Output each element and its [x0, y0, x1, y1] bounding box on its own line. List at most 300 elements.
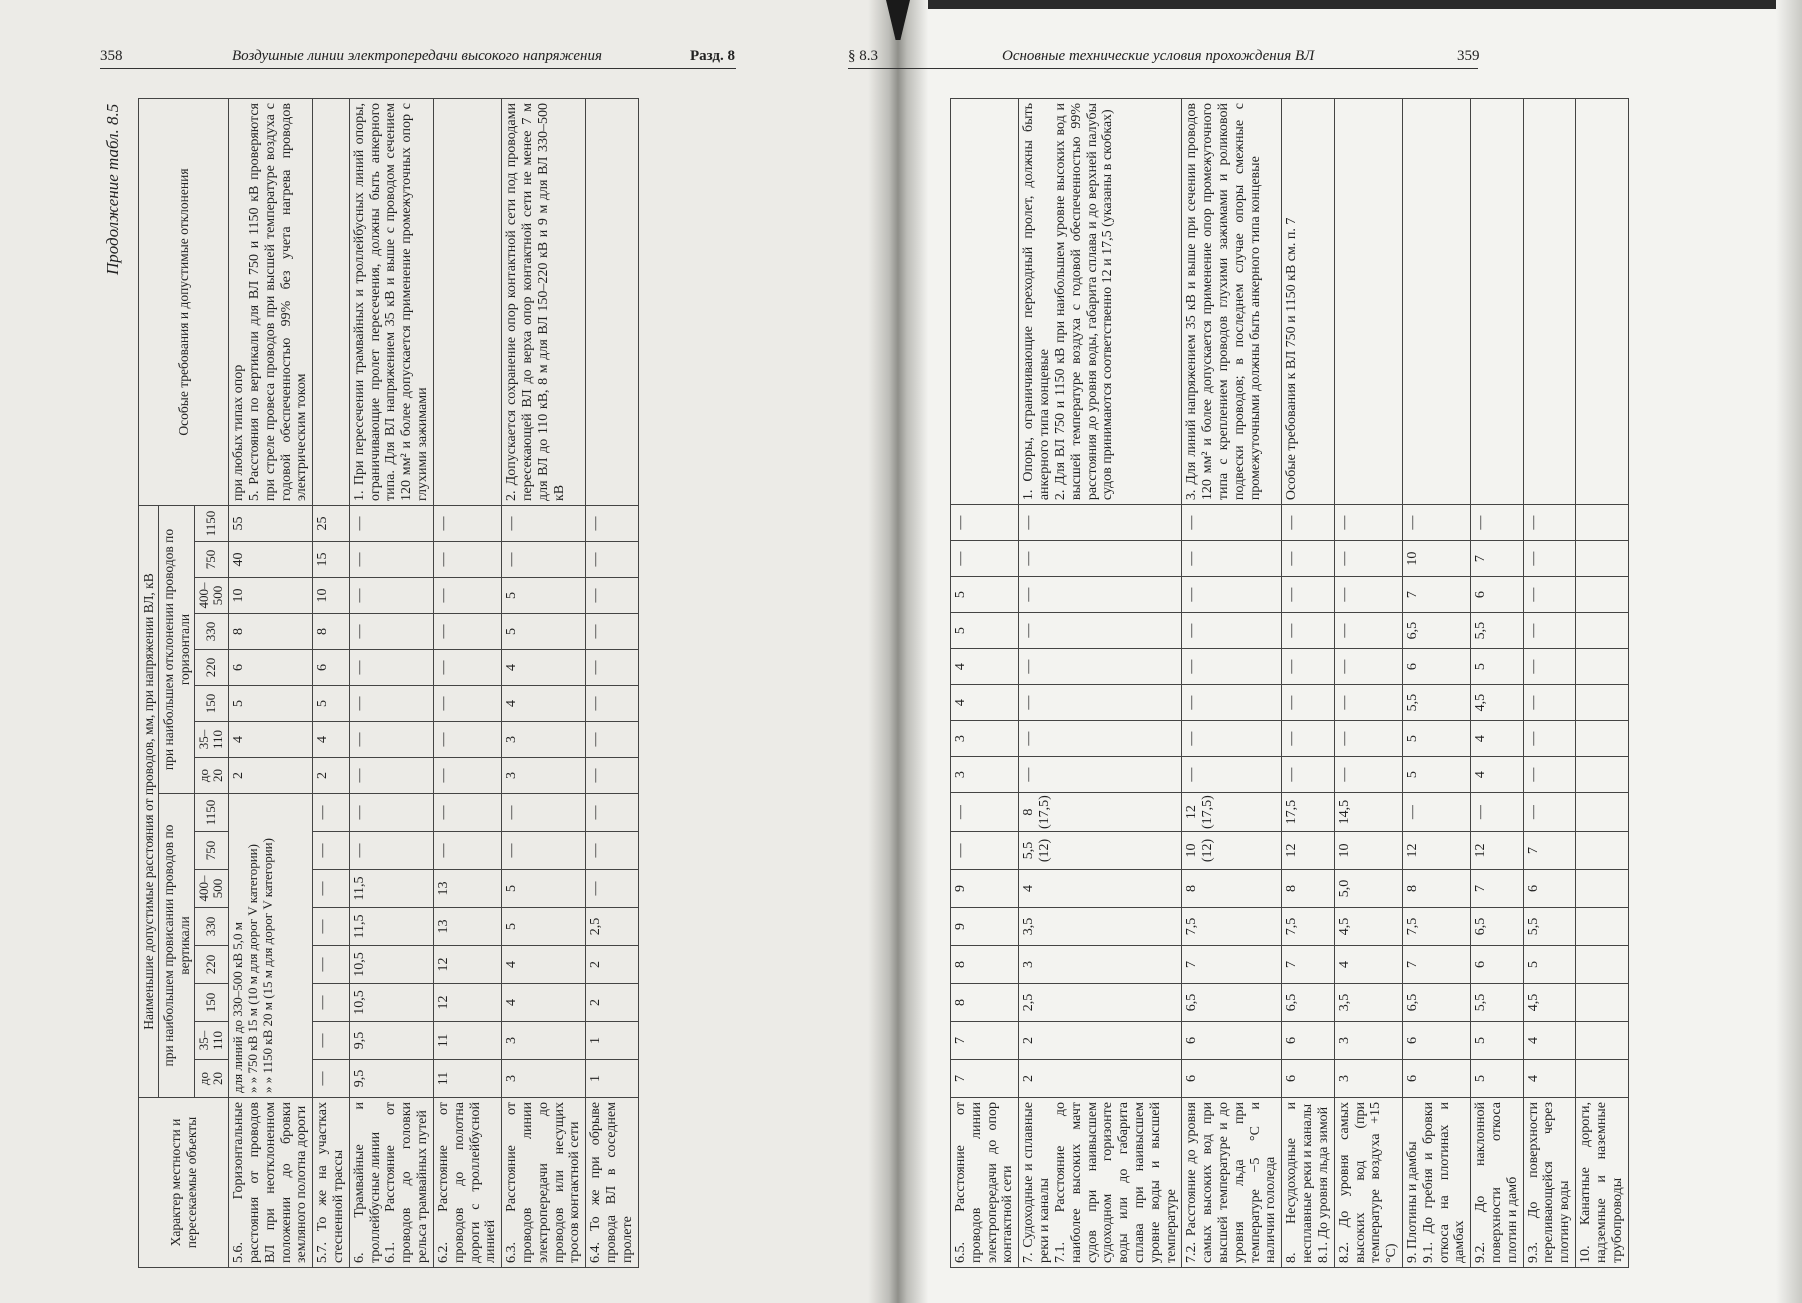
row-vertical-value: 5,5 [1523, 908, 1575, 946]
col-vertical: при наибольшем провисании проводов по вертикали [159, 794, 195, 1098]
row-horizontal-value [1576, 685, 1628, 721]
row-vertical-value: — [313, 1022, 350, 1060]
row-horizontal-value: — [349, 686, 433, 722]
row-horizontal-value: — [1523, 613, 1575, 649]
row-vertical-value: 10,5 [349, 984, 433, 1022]
row-vertical-value [1576, 984, 1628, 1022]
row-vertical-value: — [313, 794, 350, 832]
row-vertical-value: — [313, 908, 350, 946]
row-horizontal-value: 3 [502, 758, 586, 794]
row-vertical-value: 8 [1402, 870, 1470, 908]
row-object: 6.3. Расстояние от проводов линии электропередачи до проводов или несущих тросов контактной сети [502, 1098, 586, 1268]
row-horizontal-value: 5,5 [1402, 685, 1470, 721]
row-vertical-value: 17,5 [1282, 793, 1334, 832]
row-horizontal-value: — [1282, 505, 1334, 541]
left-section: Разд. 8 [690, 48, 736, 64]
row-horizontal-value: — [1523, 577, 1575, 613]
row-horizontal-value: 5 [951, 577, 1019, 613]
row-horizontal-value: — [1182, 505, 1282, 541]
row-horizontal-value: 6 [229, 650, 313, 686]
row-horizontal-value: 6 [313, 650, 350, 686]
voltage-header-horizontal-5: 400–500 [194, 578, 228, 614]
row-horizontal-value [1576, 505, 1628, 541]
row-horizontal-value: 7 [1402, 577, 1470, 613]
row-horizontal-value: — [502, 506, 586, 542]
row-special [1576, 99, 1628, 505]
row-horizontal-value: — [1523, 685, 1575, 721]
left-running-title: Воздушные линии электропередачи высокого напряжения [232, 48, 602, 64]
right-table-row [1471, 99, 1523, 1268]
voltage-header-vertical-1: 35–110 [194, 1022, 228, 1060]
row-special: 1. При пересечении трамвайных и троллейбусных линий опоры, ограничивающие пролет пересечения, должны быть анкерного типа. Для ВЛ напряжением 35 кВ и выше с проводом сечением 120 мм² и более допускается применение промежуточных опор с глухими зажимами [349, 99, 433, 506]
right-table-row [1019, 99, 1182, 1268]
row-horizontal-value: — [1282, 613, 1334, 649]
row-horizontal-value: 10 [313, 578, 350, 614]
row-vertical-value: 6,5 [1471, 908, 1523, 946]
row-horizontal-value: — [1182, 577, 1282, 613]
row-horizontal-value: 4,5 [1471, 685, 1523, 721]
row-vertical-value: — [951, 832, 1019, 870]
row-vertical-value: 2,5 [586, 908, 638, 946]
row-object: 6. Трамвайные и троллейбусные линии 6.1. Расстояние от проводов до головки рельса трамвайных путей [349, 1098, 433, 1268]
row-object: 9.3. До поверхности переливающейся через плотину воды [1523, 1098, 1575, 1268]
row-vertical-value: 1 [586, 1022, 638, 1060]
row-horizontal-value: — [586, 686, 638, 722]
row-horizontal-value: — [433, 650, 501, 686]
row-vertical-value: — [502, 794, 586, 832]
row-horizontal-value: 6 [1471, 577, 1523, 613]
row-horizontal-value: — [1182, 541, 1282, 577]
row-horizontal-value: — [586, 722, 638, 758]
row-vertical-value: 3,5 [1019, 908, 1182, 946]
row-vertical-value: 3,5 [1334, 984, 1402, 1022]
row-vertical-value: 5,0 [1334, 870, 1402, 908]
row-vertical-value: — [349, 794, 433, 832]
row-vertical-value: 6,5 [1182, 984, 1282, 1022]
row-horizontal-value: — [1282, 721, 1334, 757]
left-header-rule [100, 68, 736, 69]
row-special [951, 99, 1019, 505]
row-vertical-value: 10 [1334, 832, 1402, 870]
row-special [586, 99, 638, 506]
row-horizontal-value: 55 [229, 506, 313, 542]
col-special: Особые требования и допустимые отклонения [139, 99, 229, 506]
right-header-rule [848, 68, 1478, 69]
row-horizontal-value: — [1019, 757, 1182, 793]
voltage-header-vertical-4: 330 [194, 908, 228, 946]
row-vertical-value: 8 [1282, 870, 1334, 908]
row-vertical-value: 6 [1282, 1060, 1334, 1098]
row-horizontal-value: — [1334, 505, 1402, 541]
row-vertical-value [1576, 946, 1628, 984]
row-horizontal-value: — [1019, 649, 1182, 685]
row-special: 1. Опоры, ограничивающие переходный пролет, должны быть анкерного типа концевые 2. Для ВЛ 750 и 1150 кВ при наибольшем уровне высоких вод и высшей температуре воздуха с годовой обеспеченностью 99% расстояния до уровня воды, габарита сплава и до верхней палубы судов принимаются соответственно 12 и 17,5 (указаны в скобках) [1019, 99, 1182, 505]
page-edge [1776, 0, 1802, 1303]
voltage-header-horizontal-3: 220 [194, 650, 228, 686]
voltage-header-horizontal-4: 330 [194, 614, 228, 650]
row-horizontal-value: — [1182, 685, 1282, 721]
row-horizontal-value: — [433, 758, 501, 794]
row-horizontal-value: — [1334, 721, 1402, 757]
row-horizontal-value: — [1182, 721, 1282, 757]
row-vertical-value: — [313, 870, 350, 908]
row-horizontal-value: 5 [1402, 721, 1470, 757]
row-special [1523, 99, 1575, 505]
row-vertical-value: 3 [1334, 1060, 1402, 1098]
row-horizontal-value: — [1019, 685, 1182, 721]
row-vertical-value: 7 [1402, 946, 1470, 984]
row-vertical-value: 3 [502, 1060, 586, 1098]
row-object: 10. Канатные дороги, надземные и наземные трубопроводы [1576, 1098, 1628, 1268]
right-table-row [1576, 99, 1628, 1268]
row-object: 8. Несудоходные и несплавные реки и каналы 8.1. До уровня льда зимой [1282, 1098, 1334, 1268]
row-horizontal-value: — [502, 542, 586, 578]
row-horizontal-value: — [586, 650, 638, 686]
row-object: 6.2. Расстояние от проводов до полотна дороги с троллейбусной линией [433, 1098, 501, 1268]
row-vertical-value: 8 [951, 984, 1019, 1022]
book-gutter [868, 0, 928, 1303]
right-rotated-table [950, 98, 1625, 1268]
right-section: § 8.3 [848, 48, 878, 64]
row-horizontal-value: — [433, 506, 501, 542]
voltage-header-horizontal-2: 150 [194, 686, 228, 722]
right-table-row [1334, 99, 1402, 1268]
row-horizontal-value: — [349, 722, 433, 758]
row-horizontal-value: — [349, 578, 433, 614]
row-vertical-value [1576, 908, 1628, 946]
row-horizontal-value: 2 [313, 758, 350, 794]
row-vertical-value: 11,5 [349, 908, 433, 946]
row-vertical-value: 4 [1523, 1060, 1575, 1098]
voltage-header-horizontal-6: 750 [194, 542, 228, 578]
row-vertical-value: — [951, 793, 1019, 832]
row-horizontal-value: — [1523, 505, 1575, 541]
row-horizontal-value: — [349, 758, 433, 794]
row-vertical-value: 6 [1402, 1060, 1470, 1098]
row-horizontal-value: — [1019, 613, 1182, 649]
row-vertical-value: 2 [1019, 1022, 1182, 1060]
row-horizontal-value: — [1282, 541, 1334, 577]
voltage-header-horizontal-1: 35–110 [194, 722, 228, 758]
row-vertical-value: 5,5 [1471, 984, 1523, 1022]
row-vertical-value: — [1523, 793, 1575, 832]
row-horizontal-value: 4 [229, 722, 313, 758]
row-horizontal-value: 5 [502, 578, 586, 614]
right-page-number: 359 [1457, 48, 1480, 64]
left-table-row [502, 99, 586, 1268]
row-vertical-value: 2 [586, 946, 638, 984]
row-horizontal-value [1576, 577, 1628, 613]
row-horizontal-value: — [1334, 649, 1402, 685]
row-special: 3. Для линий напряжением 35 кВ и выше при сечении проводов 120 мм² и более допускается применение опор промежуточного типа с креплением проводов глухими зажимами и роликовой подвески проводов; в последнем случае опоры смежные с промежуточными должны быть анкерного типа концевые [1182, 99, 1282, 505]
row-horizontal-value: — [1402, 505, 1470, 541]
row-horizontal-value: — [586, 542, 638, 578]
row-vertical-value: — [433, 794, 501, 832]
row-vertical-value [1576, 793, 1628, 832]
row-horizontal-value: 5 [951, 613, 1019, 649]
row-vertical-value: 7,5 [1182, 908, 1282, 946]
row-vertical-value: — [586, 794, 638, 832]
row-vertical-value: 6,5 [1282, 984, 1334, 1022]
row-vertical-value: 5 [1471, 1022, 1523, 1060]
row-vertical-value: 4 [502, 946, 586, 984]
row-horizontal-value: 4 [502, 650, 586, 686]
voltage-header-vertical-5: 400–500 [194, 870, 228, 908]
row-horizontal-value: — [1523, 649, 1575, 685]
row-vertical-value: 9,5 [349, 1022, 433, 1060]
left-rotated-table [138, 98, 848, 1268]
right-table-row [1282, 99, 1334, 1268]
row-horizontal-value: — [1334, 685, 1402, 721]
row-vertical-value: 5,5 (12) [1019, 832, 1182, 870]
row-vertical-value: 12 (17,5) [1182, 793, 1282, 832]
row-object: 5.6. Горизонтальные расстояния от проводов ВЛ при неотклоненном положении до бровки земляного полотна дороги [229, 1098, 313, 1268]
row-object: 9. Плотины и дамбы 9.1. До гребня и бровки откоса на плотинах и дамбах [1402, 1098, 1470, 1268]
scan-artifact [886, 0, 910, 40]
row-horizontal-value: 7 [1471, 541, 1523, 577]
row-special [1471, 99, 1523, 505]
row-horizontal-value: 4 [313, 722, 350, 758]
voltage-header-horizontal-0: до 20 [194, 758, 228, 794]
row-vertical-value: 12 [1402, 832, 1470, 870]
row-horizontal-value: — [1182, 757, 1282, 793]
voltage-header-vertical-3: 220 [194, 946, 228, 984]
row-vertical-value [1576, 832, 1628, 870]
row-vertical-value: 8 [951, 946, 1019, 984]
row-vertical-value: — [1402, 793, 1470, 832]
row-horizontal-value: 3 [951, 721, 1019, 757]
row-horizontal-value: 4 [1471, 721, 1523, 757]
left-table-row [229, 99, 313, 1268]
left-table [138, 98, 639, 1268]
row-vertical-value: 4 [1523, 1022, 1575, 1060]
row-horizontal-value [1576, 721, 1628, 757]
row-horizontal-value: — [1334, 757, 1402, 793]
row-object: 8.2. До уровня самых высоких вод (при температуре воздуха +15 °С) [1334, 1098, 1402, 1268]
row-horizontal-value: — [1019, 505, 1182, 541]
row-vertical-value: 7 [1471, 870, 1523, 908]
row-vertical-value: 5 [1523, 946, 1575, 984]
row-horizontal-value: 5 [313, 686, 350, 722]
row-vertical-value: 9,5 [349, 1060, 433, 1098]
row-special [433, 99, 501, 506]
row-vertical-value: 7,5 [1282, 908, 1334, 946]
row-horizontal-value: — [586, 578, 638, 614]
row-vertical-note: для линий до 330–500 кВ 5,0 м » » 750 кВ 15 м (10 м для дорог V категории) » » 1150 кВ 20 м (15 м для дорог V категории) [229, 794, 313, 1098]
row-vertical-value [1576, 1022, 1628, 1060]
row-vertical-value: 7 [1182, 946, 1282, 984]
row-horizontal-value: — [586, 758, 638, 794]
left-table-row [313, 99, 350, 1268]
row-vertical-value: 4 [1334, 946, 1402, 984]
row-vertical-value: 8 (17,5) [1019, 793, 1182, 832]
row-horizontal-value: 4 [502, 686, 586, 722]
row-horizontal-value: — [1019, 541, 1182, 577]
row-vertical-value: 12 [433, 946, 501, 984]
row-horizontal-value: — [586, 506, 638, 542]
row-horizontal-value: 25 [313, 506, 350, 542]
row-horizontal-value: — [349, 506, 433, 542]
row-horizontal-value: 6 [1402, 649, 1470, 685]
right-table-row [1182, 99, 1282, 1268]
row-horizontal-value: — [349, 542, 433, 578]
row-vertical-value: — [313, 832, 350, 870]
left-table-row [433, 99, 501, 1268]
row-vertical-value: 13 [433, 908, 501, 946]
row-horizontal-value: 15 [313, 542, 350, 578]
row-horizontal-value: — [1523, 541, 1575, 577]
row-horizontal-value: — [1019, 721, 1182, 757]
row-vertical-value: — [313, 946, 350, 984]
row-special: 2. Допускается сохранение опор контактной сети под проводами пересекающей ВЛ до верха опор контактной сети не менее 7 м для ВЛ до 110 кВ, 8 м для ВЛ 150–220 кВ и 9 м для ВЛ 330–500 кВ [502, 99, 586, 506]
row-horizontal-value: — [1182, 613, 1282, 649]
row-vertical-value: 6 [1182, 1060, 1282, 1098]
row-vertical-value: 3 [1019, 946, 1182, 984]
row-vertical-value: 12 [1471, 832, 1523, 870]
row-vertical-value: 11 [433, 1022, 501, 1060]
row-vertical-value: 6 [1402, 1022, 1470, 1060]
row-horizontal-value: 8 [313, 614, 350, 650]
row-horizontal-value: — [951, 541, 1019, 577]
row-vertical-value: 5 [1471, 1060, 1523, 1098]
row-horizontal-value: — [1282, 649, 1334, 685]
left-page-number: 358 [100, 48, 123, 64]
right-table-row [951, 99, 1019, 1268]
row-horizontal-value: — [586, 614, 638, 650]
row-vertical-value: 11 [433, 1060, 501, 1098]
row-vertical-value: 10,5 [349, 946, 433, 984]
row-horizontal-value: — [349, 650, 433, 686]
row-vertical-value: 6 [1182, 1022, 1282, 1060]
row-vertical-value: 7 [1282, 946, 1334, 984]
row-vertical-value: 9 [951, 908, 1019, 946]
voltage-header-vertical-7: 1150 [194, 794, 228, 832]
row-special: Особые требования к ВЛ 750 и 1150 кВ см. п. 7 [1282, 99, 1334, 505]
row-vertical-value: 6,5 [1402, 984, 1470, 1022]
row-horizontal-value: 6,5 [1402, 613, 1470, 649]
row-vertical-value: 12 [1282, 832, 1334, 870]
row-vertical-value: — [313, 1060, 350, 1098]
row-horizontal-value [1576, 541, 1628, 577]
row-vertical-value: 10 (12) [1182, 832, 1282, 870]
row-horizontal-value: — [433, 542, 501, 578]
row-special: при любых типах опор 5. Расстояния по вертикали для ВЛ 750 и 1150 кВ проверяются при стреле провеса проводов при высшей температуре воздуха с годовой обеспеченностью 99% без учета нагрева проводов электрическим током [229, 99, 313, 506]
table-caption: Продолжение табл. 8.5 [103, 103, 122, 275]
right-table-row [1523, 99, 1575, 1268]
row-special [313, 99, 350, 506]
row-object: 5.7. То же на участках стесненной трассы [313, 1098, 350, 1268]
row-vertical-value: — [433, 832, 501, 870]
row-horizontal-value: — [433, 614, 501, 650]
row-vertical-value: — [313, 984, 350, 1022]
row-vertical-value: 6 [1471, 946, 1523, 984]
row-vertical-value: 4,5 [1334, 908, 1402, 946]
row-object: 6.5. Расстояние от проводов линии электропередачи до опор контактной сети [951, 1098, 1019, 1268]
row-horizontal-value: 4 [951, 649, 1019, 685]
row-vertical-value: — [349, 832, 433, 870]
right-running-title: Основные технические условия прохождения ВЛ [1002, 48, 1315, 64]
row-special [1402, 99, 1470, 505]
row-horizontal-value: — [1334, 577, 1402, 613]
scan-top-edge [928, 0, 1802, 9]
row-vertical-value: 2 [1019, 1060, 1182, 1098]
row-object: 9.2. До наклонной поверхности откоса плотин и дамб [1471, 1098, 1523, 1268]
row-vertical-value: 3 [502, 1022, 586, 1060]
row-vertical-value: 6 [1523, 870, 1575, 908]
row-object: 6.4. То же при обрыве провода ВЛ в соседнем пролете [586, 1098, 638, 1268]
left-table-row [586, 99, 638, 1268]
row-vertical-value: 5 [502, 870, 586, 908]
row-horizontal-value: — [433, 722, 501, 758]
row-vertical-value: 11,5 [349, 870, 433, 908]
row-horizontal-value: — [1019, 577, 1182, 613]
row-horizontal-value: 5,5 [1471, 613, 1523, 649]
right-table [950, 98, 1629, 1268]
col-object: Характер местности и пересекаемые объекты [139, 1098, 229, 1268]
row-horizontal-value: 3 [502, 722, 586, 758]
row-horizontal-value: — [349, 614, 433, 650]
row-horizontal-value: — [433, 578, 501, 614]
row-horizontal-value: 4 [951, 685, 1019, 721]
row-vertical-value [1576, 1060, 1628, 1098]
row-vertical-value: — [586, 870, 638, 908]
voltage-header-vertical-0: до 20 [194, 1060, 228, 1098]
row-vertical-value: 14,5 [1334, 793, 1402, 832]
right-table-row [1402, 99, 1470, 1268]
row-horizontal-value: 4 [1471, 757, 1523, 793]
row-horizontal-value [1576, 757, 1628, 793]
row-horizontal-value: — [1523, 721, 1575, 757]
row-vertical-value: 7 [951, 1060, 1019, 1098]
row-horizontal-value: — [951, 505, 1019, 541]
row-horizontal-value [1576, 613, 1628, 649]
row-horizontal-value: 3 [951, 757, 1019, 793]
row-vertical-value: 12 [433, 984, 501, 1022]
row-vertical-value: 4,5 [1523, 984, 1575, 1022]
row-horizontal-value: — [1334, 613, 1402, 649]
row-horizontal-value: — [1282, 757, 1334, 793]
left-table-row [349, 99, 433, 1268]
row-vertical-value: — [1471, 793, 1523, 832]
col-distance: Наименьшие допустимые расстояния от проводов, мм, при напряжении ВЛ, кВ [139, 506, 159, 1098]
row-horizontal-value: 8 [229, 614, 313, 650]
row-horizontal-value: — [1282, 577, 1334, 613]
row-vertical-value: 2,5 [1019, 984, 1182, 1022]
row-special [1334, 99, 1402, 505]
row-horizontal-value: — [1334, 541, 1402, 577]
row-horizontal-value: — [1282, 685, 1334, 721]
row-horizontal-value: 5 [1402, 757, 1470, 793]
row-vertical-value: 4 [1019, 870, 1182, 908]
row-vertical-value: 1 [586, 1060, 638, 1098]
row-vertical-value: 7 [951, 1022, 1019, 1060]
row-horizontal-value: 2 [229, 758, 313, 794]
row-vertical-value: 9 [951, 870, 1019, 908]
row-vertical-value: — [502, 832, 586, 870]
row-vertical-value: 13 [433, 870, 501, 908]
row-vertical-value [1576, 870, 1628, 908]
row-vertical-value: 7,5 [1402, 908, 1470, 946]
row-horizontal-value: 5 [229, 686, 313, 722]
row-object: 7.2. Расстояние до уровня самых высоких вод при высшей температуре и до уровня льда при температуре −5 °С и наличии гололеда [1182, 1098, 1282, 1268]
row-vertical-value: — [586, 832, 638, 870]
row-horizontal-value: 5 [502, 614, 586, 650]
voltage-header-vertical-6: 750 [194, 832, 228, 870]
row-horizontal-value: — [1182, 649, 1282, 685]
row-horizontal-value: — [1523, 757, 1575, 793]
row-horizontal-value: — [433, 686, 501, 722]
voltage-header-vertical-2: 150 [194, 984, 228, 1022]
